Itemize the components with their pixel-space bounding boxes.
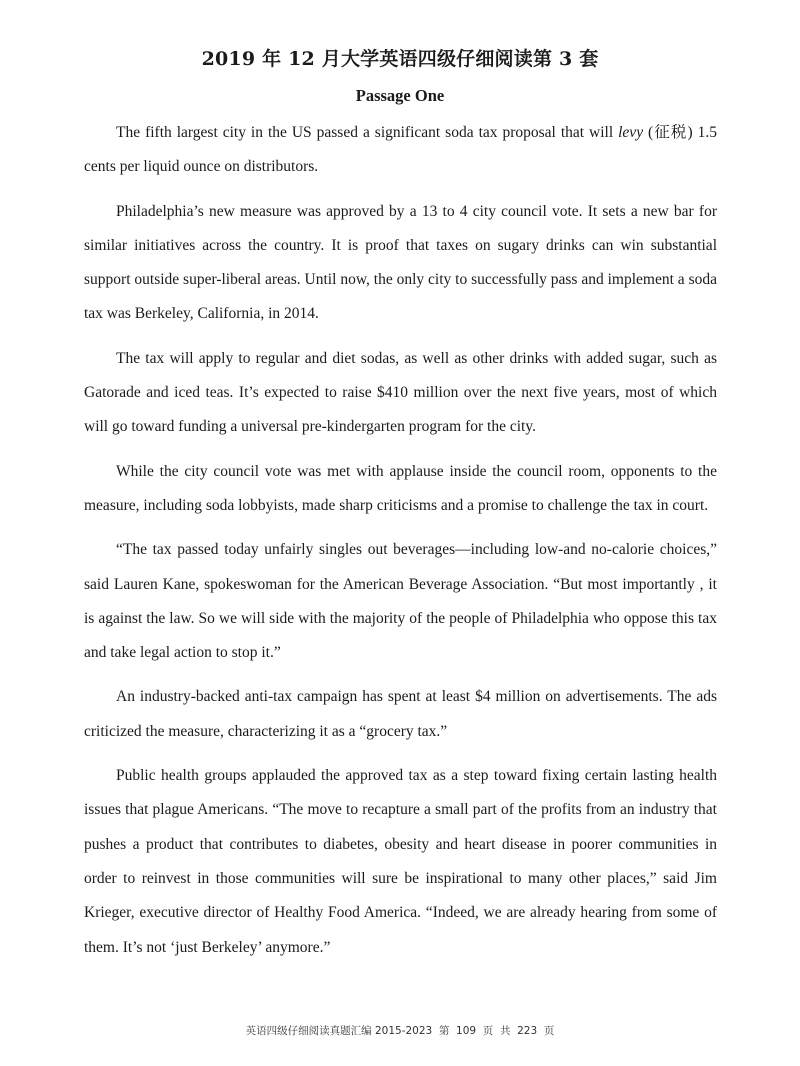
paragraph-5: “The tax passed today unfairly singles out beverages—including low-and no-calorie choices,” said Lauren Kane, spokeswoman for the American Beverage Association. “But most importantly , it is against the law. So we will side with the majority of the people of Philadelphia who oppose this tax and take legal action to stop it.” [84,541,717,662]
paragraph-2: Philadelphia’s new measure was approved by a 13 to 4 city council vote. It sets a new bar for similar initiatives across the country. It is proof that taxes on sugary drinks can win substantial support outside super-liberal areas. Until now, the only city to successfully pass and implement a soda tax was Berkeley, California, in 2014. [84,202,717,323]
paragraph-3: The tax will apply to regular and diet sodas, as well as other drinks with added sugar, such as Gatorade and iced teas. It’s expected to raise $410 million over the next five years, most of which will go toward funding a universal pre-kindergarten program for the city. [84,349,717,436]
paragraph-1-text-end: (征税) 1.5 cents per liquid ounce on distributors. [84,124,717,176]
emphasized-word: levy [618,124,644,141]
paragraph-7: Public health groups applauded the approved tax as a step toward fixing certain lasting health issues that plague Americans. “The move to recapture a small part of the profits from an industry that pushes a product that contributes to diabetes, obesity and heart disease in poorer communities in order to reinvest in those communities will sure be inspirational to many other places,” said Jim Krieger, executive director of Healthy Food America. “Indeed, we are already hearing from some of them. It’s not ‘just Berkeley’ anymore.” [84,767,717,956]
paragraph-1 [84,116,717,185]
passage-heading: Passage One [355,86,445,105]
passage-body [84,116,717,975]
paragraph-6: An industry-backed anti-tax campaign has spent at least $4 million on advertisements. The ads criticized the measure, characterizing it as a “grocery tax.” [84,688,717,740]
page-footer: 英语四级仔细阅读真题汇编 2015-2023 第 109 页 共 223 页 [245,1025,555,1037]
paragraph-4: While the city council vote was met with applause inside the council room, opponents to the measure, including soda lobbyists, made sharp criticisms and a promise to challenge the tax in court. [84,462,717,514]
page-title: 2019 年 12 月大学英语四级仔细阅读第 3 套 [201,48,599,70]
paragraph-1-text-start: The fifth largest city in the US passed a significant soda tax proposal that will [116,124,619,141]
